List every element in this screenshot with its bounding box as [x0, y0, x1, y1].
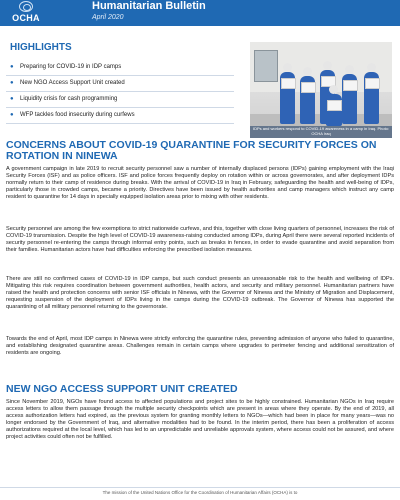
highlights-heading: HIGHLIGHTS: [10, 42, 72, 53]
highlight-text: Preparing for COVID-19 in IDP camps: [20, 64, 122, 70]
person-figure: [280, 72, 295, 124]
article-paragraph: Security personnel are among the few exemptions to strict nationwide curfews, and this, together with close living quarters of personnel, increases the risk of COVID-19 transmission. Despite the high level of COVID-19 awareness-raising conducted among IDPs, during April there were several reported incidents of security personnel re-entering the camps through informal entry points, such as breaks in fences, in order to evade quarantine and avoid separation from their families. Humanitarian actors have had difficulties enforcing the prescribed isolation measures.: [6, 226, 394, 253]
header-band: [0, 0, 400, 26]
footer-rule: [0, 487, 400, 488]
bulletin-date: April 2020: [92, 14, 124, 21]
logo-text: OCHA: [12, 13, 40, 23]
highlight-text: Liquidity crisis for cash programming: [20, 96, 118, 102]
ocha-emblem-icon: [19, 1, 33, 12]
person-figure: [364, 72, 379, 124]
highlight-item: [6, 62, 234, 76]
bulletin-title: Humanitarian Bulletin: [92, 0, 206, 12]
bullet-icon: ●: [10, 80, 14, 86]
highlights-box: [6, 42, 234, 134]
article-paragraph: There are still no confirmed cases of COVID-19 in IDP camps, but such conduct presents an unreasonable risk to the health and wellbeing of IDPs. Mitigating this risk requires coordination between government authorities, health actors, and security and military personnel. Humanitarian partners have raised the health and protection concerns with senior ISF officials in Ninewa, with the Governor of Ninewa and the Ministry of Migration and Displacement, requesting suspension of the deployment of IDPs living in the camps during the COVID-19 outbreak. The Governor of Ninewa has supported the quarantining of all military personnel returning to the governorate.: [6, 276, 394, 310]
highlight-item: [6, 94, 234, 108]
person-figure: [326, 94, 342, 126]
bullet-icon: ●: [10, 64, 14, 70]
article-paragraph: A government campaign in late 2019 to recruit security personnel saw a number of internally displaced persons (IDPs) gaining employment with the Iraqi Security Forces (ISF) and as police officers. ISF and police forces frequently deploy on rotation within or across governorates, and after deployment IDPs normally return to their camp of residence during breaks. With the arrival of COVID-19 in Iraq in February, safeguarding the health and well-being of IDPs, particularly those in crowded camps, became a priority. Directives have been issued by health authorities and camp managers which instruct any camp resident to quarantine for 14 days in specially equipped isolation areas prior to mixing with other residents.: [6, 166, 394, 200]
highlight-item: [6, 78, 234, 92]
article-title: NEW NGO ACCESS SUPPORT UNIT CREATED: [6, 383, 238, 395]
person-figure: [342, 74, 357, 124]
highlight-text: New NGO Access Support Unit created: [20, 80, 125, 86]
photo-window: [254, 50, 278, 82]
cover-photo: [250, 42, 392, 138]
bullet-icon: ●: [10, 112, 14, 118]
footer-text: The mission of the United Nations Office for the Coordination of Humanitarian Affairs (OCHA) is to: [102, 490, 298, 495]
highlight-item: [6, 110, 234, 124]
bullet-icon: ●: [10, 96, 14, 102]
ocha-logo: [6, 0, 46, 26]
highlight-text: WFP tackles food insecurity during curfews: [20, 112, 135, 118]
person-figure: [300, 76, 315, 124]
article-title: CONCERNS ABOUT COVID-19 QUARANTINE FOR SECURITY FORCES ON ROTATION IN NINEWA: [6, 139, 377, 162]
photo-caption: IDPs and workers respond to COVID-19 awareness in a camp in Iraq. Photo: OCHA Iraq: [250, 126, 392, 138]
article-paragraph: Towards the end of April, most IDP camps in Ninewa were strictly enforcing the quarantine rules, preventing admission of anyone who failed to quarantine, and establishing designated quarantine areas. Challenges remain in certain camps where upgrades to perimeter fencing and additional sensitization of residents are ongoing.: [6, 336, 394, 356]
highlights-list: [6, 62, 234, 126]
article-paragraph: Since November 2019, NGOs have found access to affected populations and project sites to be highly constrained. Humanitarian NGOs in Iraq require access letters to allow them passage through the multiple security checkpoints which are present in areas where they operate. By the end of 2019, all access authorization letters had expired, as the previous system for granting monthly letters to NGOs—which had been in place for many years—was no longer endorsed by the Government of Iraq, and alternative modalities had to be found. In the interim period, there has been a proliferation of access authorizations required at the local level, which has led to an unpredictable and unreliable approvals system, where access could not be assured, and where project activities could often not be fulfilled.: [6, 399, 394, 440]
